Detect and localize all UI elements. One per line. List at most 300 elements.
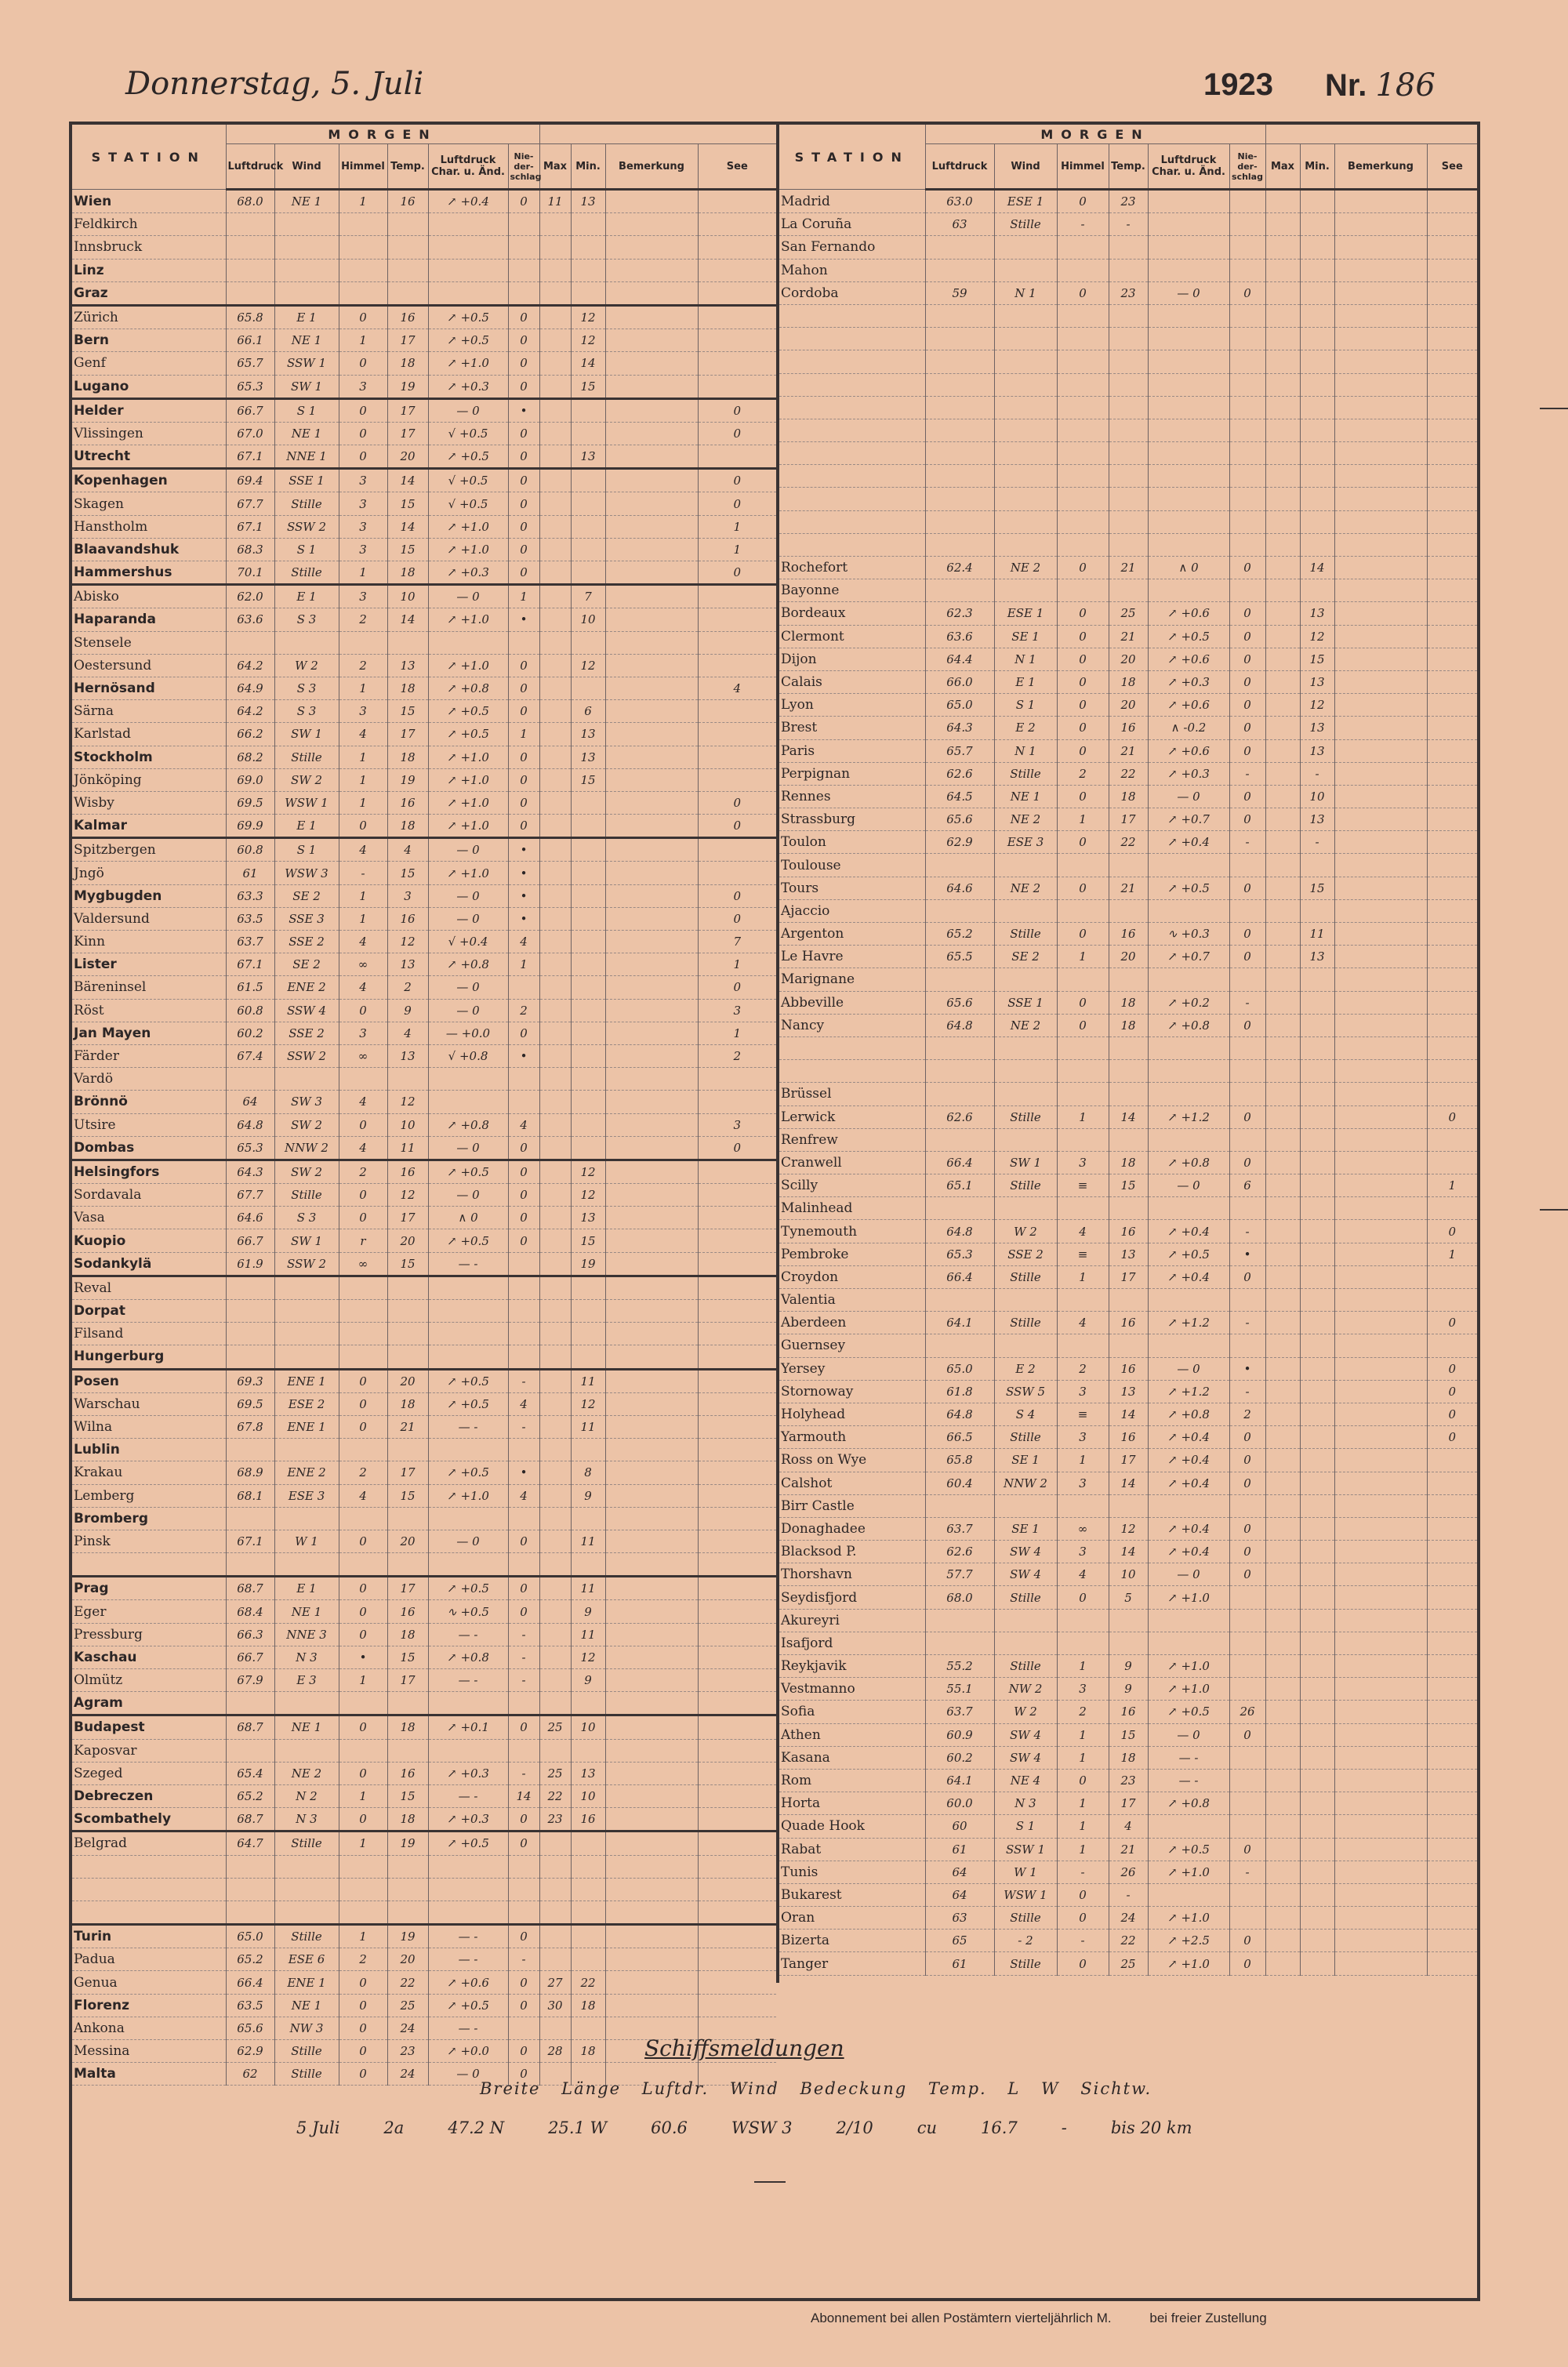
cell-nied (508, 1068, 539, 1091)
cell-himmel (339, 1692, 387, 1715)
cell-luft: 64.3 (226, 1160, 274, 1183)
table-row (779, 1517, 1477, 1540)
cell-max (539, 561, 571, 585)
cell-nied (508, 281, 539, 305)
cell-change: ↗ +1.0 (1148, 1655, 1229, 1678)
cell-nied: 0 (1229, 1105, 1265, 1128)
cell-max (1265, 1243, 1300, 1265)
cell-wind: Stille (994, 762, 1057, 785)
cell-temp (387, 1300, 428, 1323)
cell-wind: Stille (994, 1426, 1057, 1449)
cell-min (571, 492, 605, 515)
cell-himmel: 1 (1057, 1449, 1109, 1472)
cell-wind (994, 259, 1057, 281)
col-luftdruck: Luftdruck (226, 144, 274, 190)
cell-min: 9 (571, 1600, 605, 1623)
cell-temp (387, 281, 428, 305)
cell-see (1427, 899, 1477, 922)
cell-nied: 0 (1229, 739, 1265, 762)
cell-bem (1334, 510, 1427, 533)
cell-min (571, 1948, 605, 1971)
cell-min: 15 (571, 768, 605, 791)
cell-bem (1334, 1312, 1427, 1334)
cell-bem (1334, 1357, 1427, 1380)
cell-max (1265, 442, 1300, 465)
cell-see (698, 1507, 776, 1530)
cell-change: ↗ +0.5 (428, 1369, 508, 1392)
cell-see (1427, 1494, 1477, 1517)
cell-nied (1229, 1334, 1265, 1357)
station-name: Abbeville (779, 991, 925, 1014)
station-name: Karlstad (72, 723, 226, 746)
cell-max (539, 1439, 571, 1461)
cell-bem (1334, 259, 1427, 281)
cell-nied: 6 (1229, 1174, 1265, 1197)
cell-nied: 4 (508, 1113, 539, 1136)
cell-change: ↗ +1.2 (1148, 1380, 1229, 1403)
cell-min: 13 (571, 1762, 605, 1784)
table-row (779, 1105, 1477, 1128)
cell-bem (605, 1369, 698, 1392)
cell-wind: Stille (274, 1925, 339, 1948)
cell-nied: 1 (508, 723, 539, 746)
cell-bem (605, 1577, 698, 1600)
station-name: Toulouse (779, 854, 925, 877)
cell-temp (1109, 304, 1148, 327)
cell-change: — - (1148, 1746, 1229, 1769)
table-row (72, 746, 776, 768)
cell-wind: SSW 1 (994, 1838, 1057, 1861)
station-name: Rom (779, 1769, 925, 1792)
cell-wind (994, 1334, 1057, 1357)
station-name: Krakau (72, 1461, 226, 1484)
cell-temp: 13 (1109, 1243, 1148, 1265)
station-name: Kopenhagen (72, 469, 226, 492)
table-row (72, 1948, 776, 1971)
cell-see (1427, 831, 1477, 854)
station-name (779, 510, 925, 533)
cell-himmel: 0 (339, 422, 387, 445)
cell-luft: 65.0 (226, 1925, 274, 1948)
cell-change: ↗ +0.5 (1148, 1243, 1229, 1265)
cell-bem (1334, 1128, 1427, 1151)
cell-min (571, 1022, 605, 1044)
cell-temp: 15 (387, 1252, 428, 1276)
cell-change: ↗ +0.5 (428, 1994, 508, 2017)
station-name: Budapest (72, 1715, 226, 1739)
station-name (779, 1036, 925, 1059)
cell-luft (226, 1553, 274, 1577)
cell-bem (1334, 579, 1427, 602)
station-name: Kasana (779, 1746, 925, 1769)
cell-max (1265, 557, 1300, 579)
cell-nied: 0 (508, 329, 539, 352)
cell-max (1265, 1472, 1300, 1494)
cell-luft: 64 (925, 1861, 994, 1883)
cell-wind: Stille (274, 2040, 339, 2063)
cell-min: 12 (571, 1646, 605, 1668)
station-name (779, 488, 925, 510)
table-row (779, 1472, 1477, 1494)
cell-change: ↗ +0.8 (1148, 1014, 1229, 1036)
cell-luft: 64.7 (226, 1832, 274, 1855)
table-row (779, 1952, 1477, 1975)
station-name (779, 533, 925, 556)
cell-max (539, 723, 571, 746)
cell-max (1265, 739, 1300, 762)
cell-min (571, 1091, 605, 1113)
cell-nied (1229, 1083, 1265, 1105)
cell-himmel: 1 (1057, 1815, 1109, 1838)
station-name (779, 396, 925, 419)
cell-wind (994, 899, 1057, 922)
cell-temp: 18 (1109, 991, 1148, 1014)
cell-see: 1 (698, 953, 776, 976)
cell-luft (226, 1878, 274, 1900)
cell-himmel: 1 (339, 746, 387, 768)
col-niederschlag: Nie-der-schlag (1229, 144, 1265, 190)
cell-luft: 69.4 (226, 469, 274, 492)
cell-nied (1229, 1815, 1265, 1838)
cell-change: ↗ +0.8 (1148, 1403, 1229, 1425)
table-row (779, 968, 1477, 991)
cell-see (1427, 1151, 1477, 1174)
cell-luft (226, 1439, 274, 1461)
table-row (779, 625, 1477, 648)
cell-bem (605, 492, 698, 515)
cell-himmel: 1 (339, 190, 387, 213)
cell-min (571, 2017, 605, 2039)
cell-min (1300, 1883, 1334, 1906)
table-row (72, 1577, 776, 1600)
cell-luft: 64.2 (226, 654, 274, 677)
cell-wind: Stille (994, 1174, 1057, 1197)
station-name: Olmütz (72, 1669, 226, 1692)
cell-wind: N 3 (994, 1792, 1057, 1815)
table-row (72, 190, 776, 213)
cell-luft: 66.5 (925, 1426, 994, 1449)
cell-bem (605, 1507, 698, 1530)
table-row (72, 700, 776, 723)
cell-nied: 0 (508, 1600, 539, 1623)
cell-nied (1229, 304, 1265, 327)
cell-wind: SW 1 (994, 1151, 1057, 1174)
table-row (779, 854, 1477, 877)
cell-temp: 18 (387, 1715, 428, 1739)
station-name: Bäreninsel (72, 976, 226, 999)
cell-nied: 0 (1229, 1517, 1265, 1540)
morgen-header: MORGEN (226, 125, 539, 144)
cell-nied: 0 (508, 1971, 539, 1994)
col-temp: Temp. (387, 144, 428, 190)
cell-luft (925, 899, 994, 922)
cell-himmel: 1 (1057, 1746, 1109, 1769)
cell-himmel: 4 (1057, 1220, 1109, 1243)
cell-himmel: 0 (339, 305, 387, 329)
cell-bem (605, 1300, 698, 1323)
cell-luft: 67.0 (226, 422, 274, 445)
cell-min (1300, 1243, 1334, 1265)
cell-wind (994, 579, 1057, 602)
cell-luft: 60.0 (925, 1792, 994, 1815)
cell-min (571, 1345, 605, 1369)
cell-change: — - (428, 1948, 508, 1971)
cell-change: ↗ +0.3 (1148, 762, 1229, 785)
cell-wind: SW 4 (994, 1563, 1057, 1586)
cell-max (1265, 328, 1300, 350)
cell-max (1265, 465, 1300, 488)
cell-himmel: 0 (339, 999, 387, 1022)
cell-see (698, 1762, 776, 1784)
cell-nied: 0 (508, 1832, 539, 1855)
cell-nied: 0 (1229, 557, 1265, 579)
cell-see: 0 (1427, 1105, 1477, 1128)
cell-wind: W 2 (274, 654, 339, 677)
cell-bem (605, 1184, 698, 1207)
cell-nied: 0 (1229, 808, 1265, 831)
cell-himmel: 0 (1057, 694, 1109, 717)
cell-nied: - (1229, 1861, 1265, 1883)
cell-nied: 0 (508, 1022, 539, 1044)
cell-change (428, 1345, 508, 1369)
cell-max: 28 (539, 2040, 571, 2063)
cell-temp: 18 (1109, 1151, 1148, 1174)
cell-max (539, 1461, 571, 1484)
cell-temp: 18 (387, 1623, 428, 1646)
station-name: Bern (72, 329, 226, 352)
cell-max (539, 907, 571, 930)
cell-max (1265, 1792, 1300, 1815)
cell-luft: 61.5 (226, 976, 274, 999)
cell-max (539, 1646, 571, 1668)
cell-temp: - (1109, 1883, 1148, 1906)
cell-himmel: - (339, 862, 387, 884)
cell-see: 0 (1427, 1312, 1477, 1334)
cell-wind: S 1 (274, 538, 339, 561)
cell-luft (226, 1323, 274, 1345)
station-name: Strassburg (779, 808, 925, 831)
cell-see (1427, 1083, 1477, 1105)
cell-max (539, 815, 571, 838)
cell-luft: 66.7 (226, 1229, 274, 1252)
cell-wind: ENE 1 (274, 1369, 339, 1392)
cell-luft: 66.4 (925, 1151, 994, 1174)
station-name: Genua (72, 1971, 226, 1994)
cell-max (539, 1530, 571, 1552)
cell-max (539, 791, 571, 814)
cell-himmel: 0 (1057, 1952, 1109, 1975)
cell-luft: 68.7 (226, 1577, 274, 1600)
cell-change: ∿ +0.5 (428, 1600, 508, 1623)
cell-min: 13 (1300, 946, 1334, 968)
station-name: Seydisfjord (779, 1586, 925, 1609)
cell-nied: 0 (1229, 785, 1265, 808)
table-row (779, 190, 1477, 213)
cell-bem (1334, 1883, 1427, 1906)
cell-nied: 0 (1229, 1930, 1265, 1952)
table-row (72, 1022, 776, 1044)
cell-bem (1334, 625, 1427, 648)
cell-nied (1229, 190, 1265, 213)
cell-see (1427, 762, 1477, 785)
cell-max (539, 1044, 571, 1067)
cell-change: — 0 (428, 884, 508, 907)
cell-wind: NNW 2 (994, 1472, 1057, 1494)
cell-wind: S 3 (274, 677, 339, 699)
ship-separator (754, 2181, 786, 2183)
cell-nied: 2 (508, 999, 539, 1022)
cell-nied (508, 1439, 539, 1461)
cell-wind: NE 1 (274, 1715, 339, 1739)
cell-max: 25 (539, 1715, 571, 1739)
station-name: Feldkirch (72, 213, 226, 236)
cell-change (1148, 328, 1229, 350)
cell-nied: 2 (1229, 1403, 1265, 1425)
cell-max (1265, 694, 1300, 717)
cell-bem (605, 1392, 698, 1415)
cell-change: ↗ +0.4 (1148, 1472, 1229, 1494)
station-name: Innsbruck (72, 236, 226, 259)
cell-change: ↗ +1.0 (428, 746, 508, 768)
cell-bem (605, 1276, 698, 1299)
cell-bem (605, 1900, 698, 1924)
cell-luft: 64.6 (226, 1207, 274, 1229)
cell-change: ↗ +0.4 (1148, 1426, 1229, 1449)
cell-see (698, 1948, 776, 1971)
cell-bem (1334, 1380, 1427, 1403)
cell-see (1427, 1746, 1477, 1769)
cell-max (539, 1925, 571, 1948)
cell-min: 13 (571, 445, 605, 469)
cell-bem (605, 281, 698, 305)
cell-change: — 0 (428, 2063, 508, 2086)
table-row (779, 1541, 1477, 1563)
cell-nied: • (508, 398, 539, 422)
cell-luft (226, 1692, 274, 1715)
cell-see: 0 (1427, 1403, 1477, 1425)
cell-change (1148, 1494, 1229, 1517)
cell-see (1427, 1792, 1477, 1815)
table-row (779, 579, 1477, 602)
cell-temp: 15 (387, 1784, 428, 1807)
cell-min (1300, 1838, 1334, 1861)
cell-max (539, 608, 571, 631)
cell-change (1148, 465, 1229, 488)
cell-nied: 0 (508, 469, 539, 492)
cell-temp: 20 (1109, 946, 1148, 968)
cell-bem (605, 654, 698, 677)
cell-temp (1109, 350, 1148, 373)
cell-luft: 60.9 (925, 1723, 994, 1746)
cell-temp (387, 213, 428, 236)
cell-himmel: 1 (339, 1669, 387, 1692)
cell-himmel (339, 1507, 387, 1530)
cell-min: 15 (571, 1229, 605, 1252)
cell-himmel: 1 (339, 768, 387, 791)
cell-nied: 0 (1229, 1426, 1265, 1449)
cell-change: ↗ +1.0 (428, 608, 508, 631)
cell-luft (925, 968, 994, 991)
cell-see (1427, 373, 1477, 396)
cell-see (698, 1808, 776, 1832)
cell-see (698, 1878, 776, 1900)
station-name: Reval (72, 1276, 226, 1299)
table-row (779, 1265, 1477, 1288)
cell-temp: 19 (387, 1832, 428, 1855)
cell-himmel: 0 (1057, 991, 1109, 1014)
table-row (779, 1907, 1477, 1930)
cell-temp (1109, 396, 1148, 419)
cell-change: ↗ +0.5 (428, 723, 508, 746)
cell-wind (274, 236, 339, 259)
station-name: Linz (72, 259, 226, 281)
cell-change: ↗ +0.5 (428, 1160, 508, 1183)
cell-temp (1109, 1036, 1148, 1059)
table-row (72, 1600, 776, 1623)
cell-change: ↗ +1.0 (428, 815, 508, 838)
cell-himmel: 0 (339, 445, 387, 469)
cell-max (1265, 899, 1300, 922)
station-name: Dijon (779, 648, 925, 670)
cell-change (428, 1900, 508, 1924)
cell-temp: 17 (1109, 1265, 1148, 1288)
cell-min (1300, 373, 1334, 396)
cell-luft: 63.5 (226, 1994, 274, 2017)
table-row (72, 631, 776, 654)
cell-min (1300, 1105, 1334, 1128)
cell-himmel: 0 (339, 352, 387, 375)
cell-temp: 16 (1109, 1357, 1148, 1380)
cell-see (698, 1855, 776, 1878)
cell-max (1265, 785, 1300, 808)
cell-change (1148, 396, 1229, 419)
station-name: Ross on Wye (779, 1449, 925, 1472)
cell-min (571, 815, 605, 838)
cell-see (698, 1553, 776, 1577)
table-row (72, 999, 776, 1022)
cell-himmel: 2 (339, 654, 387, 677)
table-row (779, 1792, 1477, 1815)
cell-change: ↗ +1.0 (428, 862, 508, 884)
station-name (779, 373, 925, 396)
cell-wind: ESE 6 (274, 1948, 339, 1971)
cell-change: — 0 (428, 585, 508, 608)
station-name: Vardö (72, 1068, 226, 1091)
cell-luft: 62.6 (925, 1105, 994, 1128)
cell-min: 12 (1300, 694, 1334, 717)
cell-max (539, 236, 571, 259)
cell-nied (1229, 899, 1265, 922)
cell-bem (605, 1646, 698, 1668)
station-name: Aberdeen (779, 1312, 925, 1334)
cell-temp: 15 (387, 862, 428, 884)
station-name: Särna (72, 700, 226, 723)
cell-nied: 0 (508, 815, 539, 838)
cell-temp: 15 (1109, 1723, 1148, 1746)
table-row (779, 1243, 1477, 1265)
cell-temp: 20 (387, 1229, 428, 1252)
cell-wind: Stille (994, 1105, 1057, 1128)
cell-himmel: 0 (339, 815, 387, 838)
table-row (72, 1392, 776, 1415)
cell-max (539, 1184, 571, 1207)
cell-himmel: 3 (1057, 1380, 1109, 1403)
col-temp: Temp. (1109, 144, 1148, 190)
station-name: Haparanda (72, 608, 226, 631)
cell-nied: 0 (508, 1715, 539, 1739)
cell-himmel: 0 (1057, 831, 1109, 854)
cell-luft: 62.9 (226, 2040, 274, 2063)
